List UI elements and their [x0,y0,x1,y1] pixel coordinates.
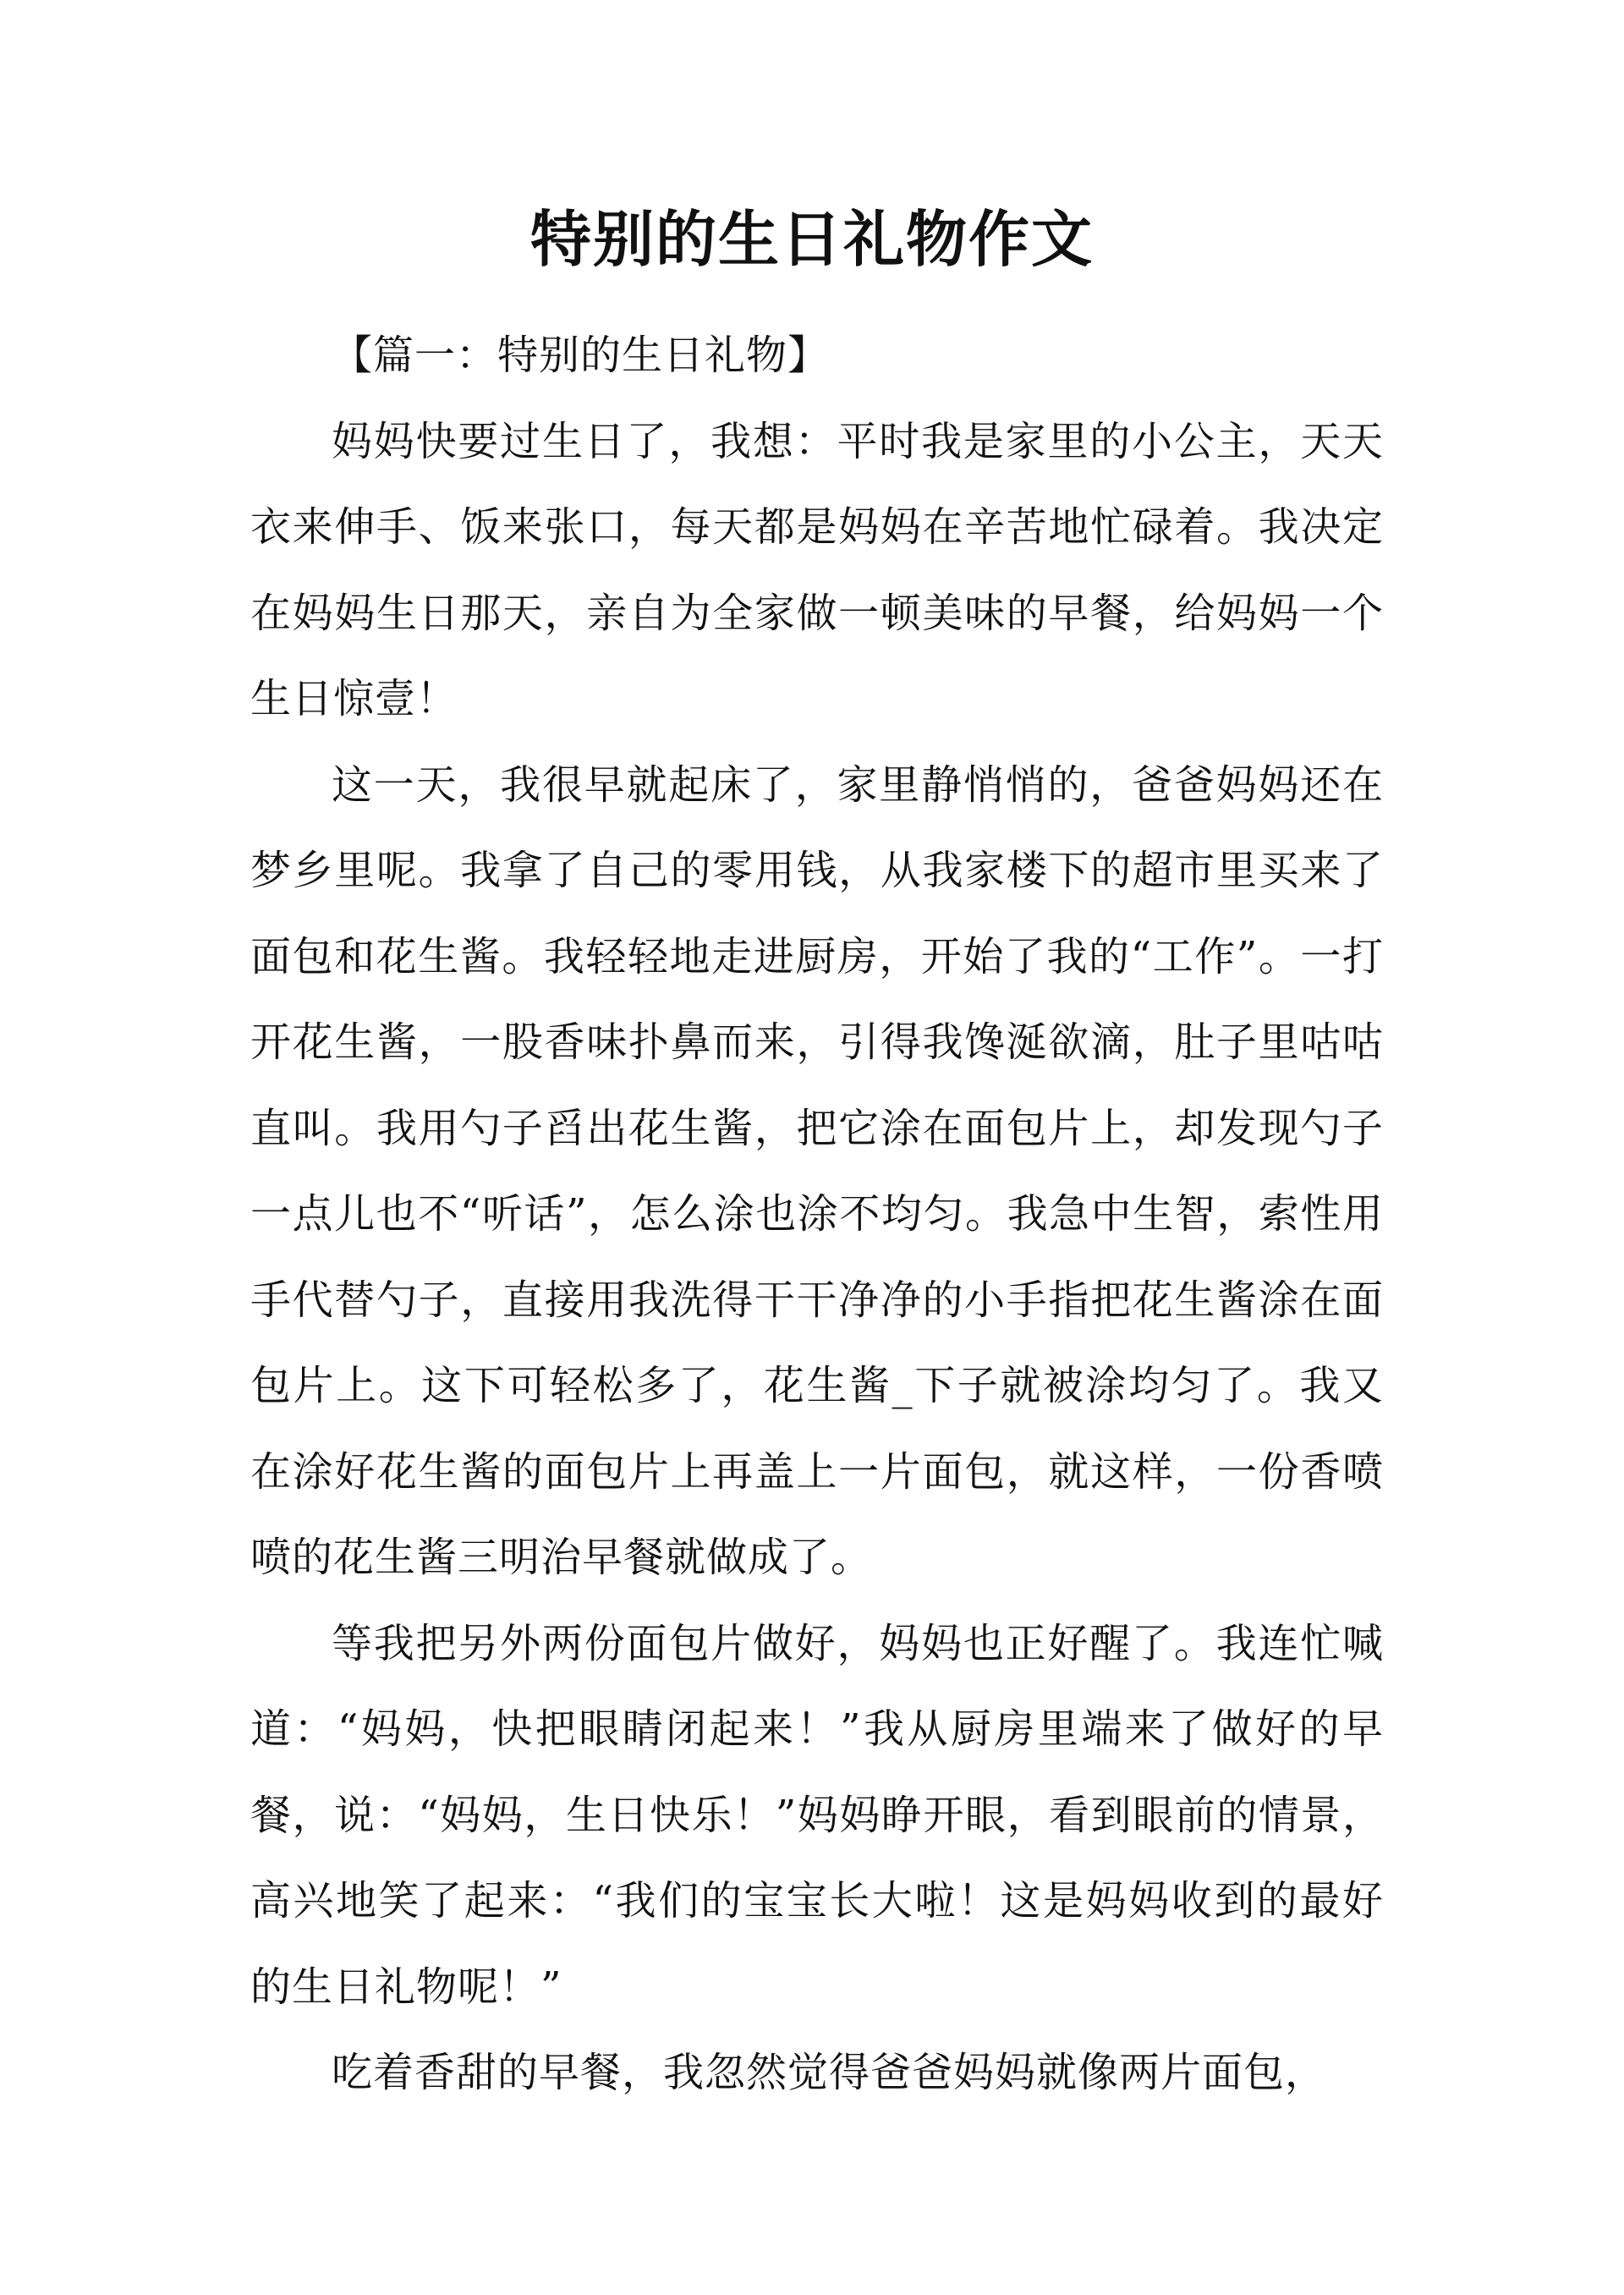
paragraph: 吃着香甜的早餐，我忽然觉得爸爸妈妈就像两片面包， [332,2049,1327,2096]
document-title: 特别的生日礼物作文 [529,204,1094,275]
paragraph: 这一天，我很早就起床了，家里静悄悄的，爸爸妈妈还在梦乡里呢。我拿了自己的零用钱，从我家楼下的超市里买来了面包和花生酱。我轻轻地走进厨房，开始了我的“工作”。一打开花生酱，一股香味扑鼻而来，引得我馋涎欲滴，肚子里咕咕直叫。我用勺子舀出花生酱，把它涂在面包片上，却发现勺子一点儿也不“听话”，怎么涂也涂不均匀。我急中生智，索性用手代替勺子，直接用我洗得干干净净的小手指把花生酱涂在面包片上。这下可轻松多了，花生酱_下子就被涂均匀了。我又在涂好花生酱的面包片上再盖上一片面包，就这样，一份香喷喷的花生酱三明治早餐就做成了。 [250,760,1384,1581]
paragraph: 等我把另外两份面包片做好，妈妈也正好醒了。我连忙喊道：“妈妈，快把眼睛闭起来！”我从厨房里端来了做好的早餐，说：“妈妈，生日快乐！”妈妈睁开眼，看到眼前的情景，高兴地笑了起来：“我们的宝宝长大啦！这是妈妈收到的最好的生日礼物呢！” [250,1619,1384,2011]
document-body [250,313,1384,2117]
paragraph: 妈妈快要过生日了，我想：平时我是家里的小公主，天天衣来伸手、饭来张口，每天都是妈妈在辛苦地忙碌着。我决定在妈妈生日那天，亲自为全家做一顿美味的早餐，给妈妈一个生日惊壹！ [250,417,1384,722]
section-heading: 【篇一：特别的生日礼物】 [332,332,830,379]
